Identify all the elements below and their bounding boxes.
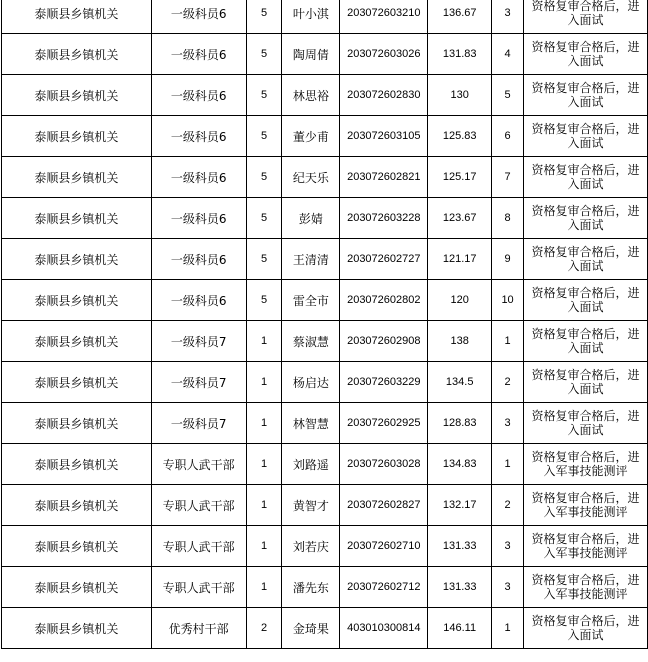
rank-cell: 3	[492, 567, 524, 608]
score-cell: 120	[428, 280, 492, 321]
table-row	[2, 608, 648, 649]
rank-cell: 3	[492, 526, 524, 567]
quota-cell: 5	[246, 34, 282, 75]
position-cell: 一级科员7	[151, 403, 246, 444]
quota-cell: 1	[246, 321, 282, 362]
score-cell: 136.67	[428, 0, 492, 34]
table-row	[2, 362, 648, 403]
position-cell: 优秀村干部	[151, 608, 246, 649]
quota-cell: 5	[246, 280, 282, 321]
position-cell: 一级科员6	[151, 34, 246, 75]
note-text: 资格复审合格后，进入面试	[531, 368, 640, 396]
rank-cell: 1	[492, 444, 524, 485]
unit-cell: 泰顺县乡镇机关	[2, 526, 152, 567]
unit-cell: 泰顺县乡镇机关	[2, 157, 152, 198]
score-cell: 132.17	[428, 485, 492, 526]
exam-id-cell: 203072602827	[340, 485, 428, 526]
exam-id-cell: 203072603105	[340, 116, 428, 157]
note-text: 资格复审合格后，进入军事技能测评	[531, 450, 640, 478]
note-cell	[524, 198, 648, 239]
note-cell	[524, 403, 648, 444]
note-cell	[524, 239, 648, 280]
quota-cell: 1	[246, 444, 282, 485]
unit-cell: 泰顺县乡镇机关	[2, 280, 152, 321]
name-cell: 董少甫	[282, 116, 340, 157]
note-text: 资格复审合格后，进入军事技能测评	[531, 491, 640, 519]
quota-cell: 1	[246, 362, 282, 403]
quota-cell: 5	[246, 116, 282, 157]
name-cell: 彭婧	[282, 198, 340, 239]
table-row	[2, 321, 648, 362]
rank-cell: 5	[492, 75, 524, 116]
note-text: 资格复审合格后，进入军事技能测评	[531, 573, 640, 601]
rank-cell: 3	[492, 403, 524, 444]
results-table	[1, 0, 648, 649]
rank-cell: 2	[492, 485, 524, 526]
position-cell: 专职人武干部	[151, 485, 246, 526]
unit-cell: 泰顺县乡镇机关	[2, 239, 152, 280]
exam-id-cell: 203072603228	[340, 198, 428, 239]
note-text: 资格复审合格后，进入面试	[531, 163, 640, 191]
name-cell: 雷全市	[282, 280, 340, 321]
exam-id-cell: 203072602712	[340, 567, 428, 608]
exam-id-cell: 203072602802	[340, 280, 428, 321]
unit-cell: 泰顺县乡镇机关	[2, 567, 152, 608]
score-cell: 125.83	[428, 116, 492, 157]
table-row	[2, 239, 648, 280]
exam-id-cell: 203072602821	[340, 157, 428, 198]
name-cell: 潘先东	[282, 567, 340, 608]
note-cell	[524, 0, 648, 34]
note-text: 资格复审合格后，进入面试	[531, 286, 640, 314]
unit-cell: 泰顺县乡镇机关	[2, 444, 152, 485]
note-cell	[524, 75, 648, 116]
table-row	[2, 198, 648, 239]
score-cell: 131.33	[428, 567, 492, 608]
name-cell: 杨启达	[282, 362, 340, 403]
name-cell: 黄智才	[282, 485, 340, 526]
rank-cell: 4	[492, 34, 524, 75]
note-text: 资格复审合格后，进入面试	[531, 204, 640, 232]
table-row	[2, 567, 648, 608]
note-cell	[524, 280, 648, 321]
position-cell: 专职人武干部	[151, 444, 246, 485]
table-row	[2, 444, 648, 485]
name-cell: 陶周倩	[282, 34, 340, 75]
note-text: 资格复审合格后，进入军事技能测评	[531, 532, 640, 560]
score-cell: 123.67	[428, 198, 492, 239]
name-cell: 林智慧	[282, 403, 340, 444]
rank-cell: 1	[492, 321, 524, 362]
rank-cell: 6	[492, 116, 524, 157]
score-cell: 121.17	[428, 239, 492, 280]
note-cell	[524, 34, 648, 75]
unit-cell: 泰顺县乡镇机关	[2, 485, 152, 526]
quota-cell: 5	[246, 239, 282, 280]
position-cell: 一级科员7	[151, 362, 246, 403]
position-cell: 一级科员6	[151, 157, 246, 198]
position-cell: 一级科员6	[151, 198, 246, 239]
unit-cell: 泰顺县乡镇机关	[2, 116, 152, 157]
exam-id-cell: 203072602727	[340, 239, 428, 280]
score-cell: 125.17	[428, 157, 492, 198]
note-cell	[524, 362, 648, 403]
rank-cell: 3	[492, 0, 524, 34]
note-text: 资格复审合格后，进入面试	[531, 245, 640, 273]
position-cell: 一级科员6	[151, 116, 246, 157]
score-cell: 131.83	[428, 34, 492, 75]
score-cell: 138	[428, 321, 492, 362]
quota-cell: 2	[246, 608, 282, 649]
unit-cell: 泰顺县乡镇机关	[2, 321, 152, 362]
note-text: 资格复审合格后，进入面试	[531, 0, 640, 27]
position-cell: 一级科员6	[151, 280, 246, 321]
exam-id-cell: 203072602830	[340, 75, 428, 116]
quota-cell: 5	[246, 0, 282, 34]
note-text: 资格复审合格后，进入面试	[531, 40, 640, 68]
exam-id-cell: 203072603229	[340, 362, 428, 403]
rank-cell: 9	[492, 239, 524, 280]
note-text: 资格复审合格后，进入面试	[531, 614, 640, 642]
name-cell: 刘若庆	[282, 526, 340, 567]
score-cell: 130	[428, 75, 492, 116]
table-row	[2, 116, 648, 157]
exam-id-cell: 203072603028	[340, 444, 428, 485]
note-text: 资格复审合格后，进入面试	[531, 81, 640, 109]
note-cell	[524, 444, 648, 485]
exam-id-cell: 203072603026	[340, 34, 428, 75]
exam-id-cell: 203072602710	[340, 526, 428, 567]
quota-cell: 5	[246, 198, 282, 239]
exam-id-cell: 203072602908	[340, 321, 428, 362]
unit-cell: 泰顺县乡镇机关	[2, 34, 152, 75]
table-row	[2, 75, 648, 116]
name-cell: 叶小淇	[282, 0, 340, 34]
rank-cell: 8	[492, 198, 524, 239]
name-cell: 蔡淑慧	[282, 321, 340, 362]
name-cell: 刘路遥	[282, 444, 340, 485]
position-cell: 专职人武干部	[151, 526, 246, 567]
rank-cell: 2	[492, 362, 524, 403]
note-text: 资格复审合格后，进入面试	[531, 327, 640, 355]
quota-cell: 1	[246, 567, 282, 608]
score-cell: 131.33	[428, 526, 492, 567]
exam-id-cell: 203072602925	[340, 403, 428, 444]
note-cell	[524, 116, 648, 157]
exam-id-cell: 203072603210	[340, 0, 428, 34]
unit-cell: 泰顺县乡镇机关	[2, 608, 152, 649]
table-row	[2, 157, 648, 198]
unit-cell: 泰顺县乡镇机关	[2, 403, 152, 444]
name-cell: 林思裕	[282, 75, 340, 116]
position-cell: 一级科员6	[151, 75, 246, 116]
note-cell	[524, 567, 648, 608]
unit-cell: 泰顺县乡镇机关	[2, 198, 152, 239]
quota-cell: 1	[246, 526, 282, 567]
table-row	[2, 403, 648, 444]
score-cell: 146.11	[428, 608, 492, 649]
table-row	[2, 485, 648, 526]
rank-cell: 10	[492, 280, 524, 321]
note-text: 资格复审合格后，进入面试	[531, 122, 640, 150]
note-cell	[524, 157, 648, 198]
note-text: 资格复审合格后，进入面试	[531, 409, 640, 437]
quota-cell: 1	[246, 403, 282, 444]
name-cell: 纪天乐	[282, 157, 340, 198]
unit-cell: 泰顺县乡镇机关	[2, 75, 152, 116]
name-cell: 金琦果	[282, 608, 340, 649]
note-cell	[524, 608, 648, 649]
quota-cell: 5	[246, 75, 282, 116]
table-row	[2, 280, 648, 321]
table-row	[2, 34, 648, 75]
note-cell	[524, 321, 648, 362]
quota-cell: 5	[246, 157, 282, 198]
unit-cell: 泰顺县乡镇机关	[2, 0, 152, 34]
score-cell: 128.83	[428, 403, 492, 444]
name-cell: 王清清	[282, 239, 340, 280]
table-row	[2, 526, 648, 567]
table-row	[2, 0, 648, 34]
note-cell	[524, 485, 648, 526]
position-cell: 一级科员6	[151, 0, 246, 34]
quota-cell: 1	[246, 485, 282, 526]
rank-cell: 1	[492, 608, 524, 649]
position-cell: 一级科员7	[151, 321, 246, 362]
score-cell: 134.83	[428, 444, 492, 485]
exam-id-cell: 403010300814	[340, 608, 428, 649]
note-cell	[524, 526, 648, 567]
position-cell: 一级科员6	[151, 239, 246, 280]
unit-cell: 泰顺县乡镇机关	[2, 362, 152, 403]
rank-cell: 7	[492, 157, 524, 198]
position-cell: 专职人武干部	[151, 567, 246, 608]
score-cell: 134.5	[428, 362, 492, 403]
